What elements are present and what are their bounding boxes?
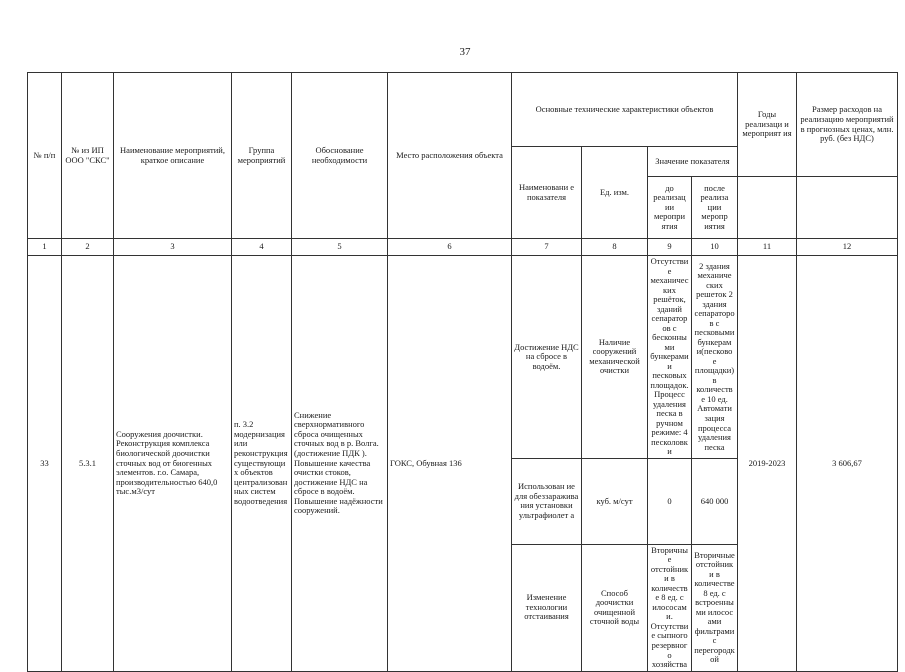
table-row — [28, 256, 898, 459]
indicator-name-2: Использован ие для обеззаражива ния установки ультрафиолет а — [512, 458, 582, 544]
header-name: Наименование мероприятий, краткое описание — [114, 73, 232, 239]
row-cost: 3 606,67 — [797, 256, 898, 672]
indicator-unit-2: куб. м/сут — [582, 458, 648, 544]
row-location: ГОКС, Обувная 136 — [388, 256, 512, 672]
header-unit: Ед. изм. — [582, 147, 648, 239]
header-justification: Обоснование необходимости — [292, 73, 388, 239]
header-years: Годы реализаци и мероприят ия — [738, 73, 797, 177]
colnum-12: 12 — [797, 239, 898, 256]
colnum-10: 10 — [692, 239, 738, 256]
column-numbers-row — [28, 239, 898, 256]
row-group: п. 3.2 модернизация или реконструкция существующи х объектов централизован ных систем водоотведения — [232, 256, 292, 672]
indicator-before-1: Отсутствие механичес ких решёток, зданий сепараторов с бесконными бункерами и песковых площадок. Процесс удаления песка в ручном режиме: 4 песколовки — [648, 256, 692, 459]
header-cost: Размер расходов на реализацию мероприятий в прогнозных ценах, млн. руб. (без НДС) — [797, 73, 898, 177]
indicator-unit-3: Способ доочистки очищенной сточной воды — [582, 544, 648, 671]
colnum-11: 11 — [738, 239, 797, 256]
indicator-before-3: Вторичные отстойники в количестве 8 ед. с илососами. Отсутствие сыпного резервного хозяйства — [648, 544, 692, 671]
indicator-after-3: Вторичные отстойники в количестве 8 ед. с встроенными илосос ами фильтрами с перегородк ой — [692, 544, 738, 671]
indicator-name-1: Достижение НДС на сбросе в водоём. — [512, 256, 582, 459]
indicator-unit-1: Наличие сооружений механической очистки — [582, 256, 648, 459]
row-num: 33 — [28, 256, 62, 672]
header-tech-group: Основные технические характеристики объектов — [512, 73, 738, 147]
header-cost-cont — [797, 177, 898, 239]
header-before: до реализац ии меропри ятия — [648, 177, 692, 239]
header-indicator: Наименовани е показателя — [512, 147, 582, 239]
header-num: № п/п — [28, 73, 62, 239]
colnum-6: 6 — [388, 239, 512, 256]
colnum-1: 1 — [28, 239, 62, 256]
header-group: Группа мероприятий — [232, 73, 292, 239]
page-number: 37 — [459, 46, 471, 58]
row-ip-num: 5.3.1 — [62, 256, 114, 672]
colnum-4: 4 — [232, 239, 292, 256]
colnum-9: 9 — [648, 239, 692, 256]
colnum-8: 8 — [582, 239, 648, 256]
row-name: Сооружения доочистки. Реконструкция комплекса биологической доочистки сточных вод от биогенных элементов. г.о. Самара, производительностью 640,0 тыс.м3/сут — [114, 256, 232, 672]
header-after: после реализа ции меропр иятия — [692, 177, 738, 239]
colnum-5: 5 — [292, 239, 388, 256]
colnum-3: 3 — [114, 239, 232, 256]
row-years: 2019-2023 — [738, 256, 797, 672]
header-years-cont — [738, 177, 797, 239]
colnum-7: 7 — [512, 239, 582, 256]
colnum-2: 2 — [62, 239, 114, 256]
header-ip-num: № из ИП ООО "СКС" — [62, 73, 114, 239]
indicator-before-2: 0 — [648, 458, 692, 544]
indicator-after-1: 2 здания механиче ских решеток 2 здания сепараторо в с песковыми бункерам и(песково е площадки) в количеств е 10 ед. Автомати зация процесса удаления песка — [692, 256, 738, 459]
indicator-after-2: 640 000 — [692, 458, 738, 544]
row-justification: Снижение сверхнормативного сброса очищенных сточных вод в р. Волга. (достижение ПДК ). Повышение качества очистки стоков, достижение НДС на сбросе в водоём. Повышение надёжности сооружений. — [292, 256, 388, 672]
header-location: Место расположения объекта — [388, 73, 512, 239]
indicator-name-3: Изменение технологии отстаивания — [512, 544, 582, 671]
measures-table — [27, 72, 898, 672]
header-value-group: Значение показателя — [648, 147, 738, 177]
